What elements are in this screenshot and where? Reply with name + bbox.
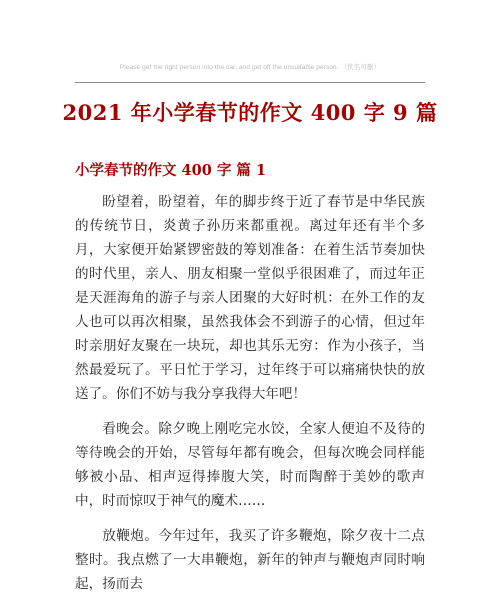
document-title: 2021 年小学春节的作文 400 字 9 篇 xyxy=(62,100,438,125)
section-title: 小学春节的作文 400 字 篇 1 xyxy=(75,162,267,179)
essay-paragraph: 盼望着，盼望着，年的脚步终于近了春节是中华民族的传统节日，炎黄子孙历来都重视。离过年还有半个多月，大家便开始紧锣密鼓的筹划准备：在着生活节奏加快的时代里，亲人、朋友相聚一堂似乎很困难了，而过年正是天涯海角的游子与亲人团聚的大好时机：在外工作的友人也可以再次相聚，虽然我体会不到游子的心情，但过年时亲朋好友聚在一块玩，却也其乐无穷：作为小孩子，当然最爱玩了。平日忙于学习，过年终于可以痛痛快快的放送了。你们不妨与我分享我得大年吧！ xyxy=(75,194,425,402)
essay-paragraph: 放鞭炮。今年过年，我买了许多鞭炮，除夕夜十二点整时。我点燃了一大串鞭炮，新年的钟声与鞭炮声同时响起，扬而去 xyxy=(75,528,425,592)
header-note: Please get the right person into the car, and get off the unsuitable person. （佚名可删） xyxy=(119,64,381,71)
essay-paragraph: 看晚会。除夕晚上刚吃完水饺，全家人便迫不及待的等待晚会的开始，尽管每年都有晚会，但每次晚会同样能够被小品、相声逗得捧腹大笑，时而陶醉于美妙的歌声中，时而惊叹于神气的魔术…… xyxy=(75,421,425,509)
header-divider xyxy=(75,82,425,83)
essay-body xyxy=(75,190,425,607)
